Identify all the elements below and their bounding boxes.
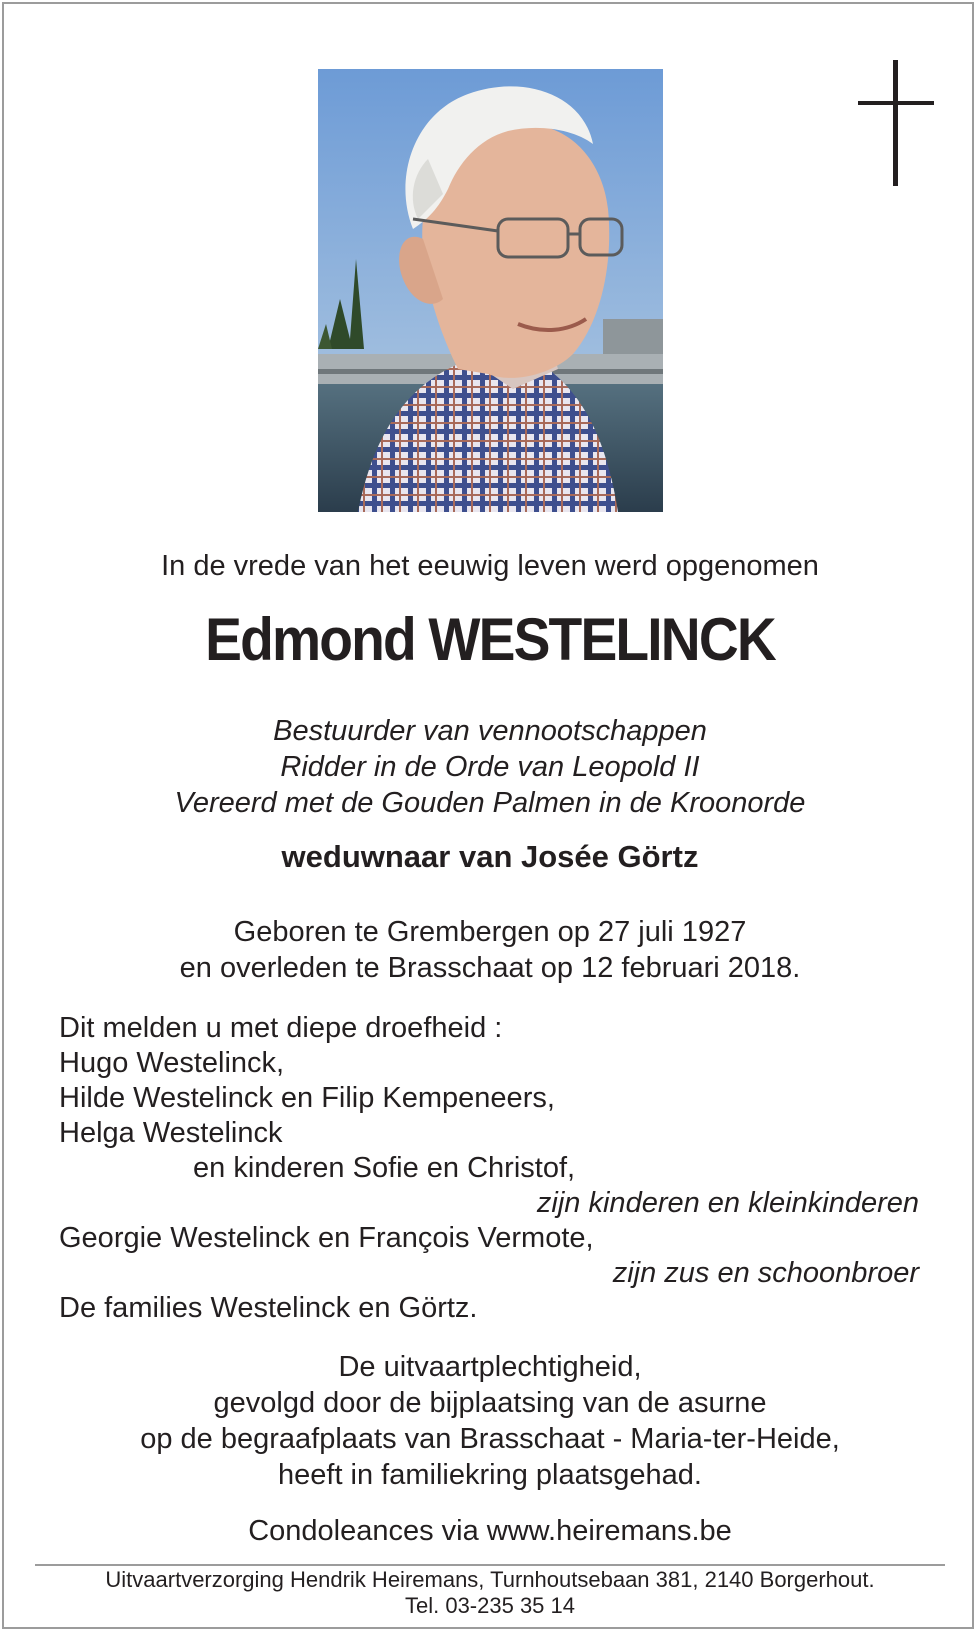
- family-announce: Dit melden u met diepe droefheid :: [59, 1012, 503, 1044]
- footer-block: [0, 1567, 980, 1619]
- ceremony-line: gevolgd door de bijplaatsing van de asurne: [213, 1387, 767, 1419]
- cross-horizontal-bar: [858, 101, 934, 105]
- family-line: en kinderen Sofie en Christof,: [193, 1152, 576, 1184]
- ceremony-line: heeft in familiekring plaatsgehad.: [278, 1459, 702, 1491]
- footer-divider: [35, 1564, 945, 1566]
- cross-vertical-bar: [893, 60, 898, 186]
- footer-phone: Tel. 03-235 35 14: [404, 1593, 576, 1618]
- family-line: Hugo Westelinck,: [59, 1047, 285, 1079]
- cross-icon: [858, 60, 934, 186]
- family-line: Hilde Westelinck en Filip Kempeneers,: [59, 1082, 555, 1114]
- family-line: Georgie Westelinck en François Vermote,: [59, 1222, 594, 1254]
- deceased-name: Edmond WESTELINCK: [205, 606, 775, 673]
- ceremony-line: op de begraafplaats van Brasschaat - Maria-ter-Heide,: [140, 1423, 840, 1455]
- condolences-text: Condoleances via www.heiremans.be: [248, 1515, 732, 1547]
- intro-text: In de vrede van het eeuwig leven werd opgenomen: [161, 550, 819, 582]
- birth-line: Geboren te Grembergen op 27 juli 1927: [233, 916, 747, 948]
- family-line: De families Westelinck en Görtz.: [59, 1292, 478, 1324]
- ceremony-line: De uitvaartplechtigheid,: [338, 1351, 642, 1383]
- portrait-photo: [318, 69, 663, 512]
- titles-block: [0, 713, 980, 821]
- title-line: Bestuurder van vennootschappen: [273, 715, 707, 747]
- title-line: Vereerd met de Gouden Palmen in de Kroonorde: [174, 787, 806, 819]
- death-line: en overleden te Brasschaat op 12 februari 2018.: [179, 952, 801, 984]
- family-relation: zijn zus en schoonbroer: [612, 1257, 919, 1289]
- ceremony-block: [0, 1349, 980, 1493]
- family-relation: zijn kinderen en kleinkinderen: [536, 1187, 919, 1219]
- title-line: Ridder in de Orde van Leopold II: [280, 751, 700, 783]
- widower-text: weduwnaar van Josée Görtz: [281, 839, 699, 874]
- footer-address: Uitvaartverzorging Hendrik Heiremans, Turnhoutsebaan 381, 2140 Borgerhout.: [105, 1567, 875, 1592]
- portrait-photo-icon: [318, 69, 663, 512]
- family-line: Helga Westelinck: [59, 1117, 283, 1149]
- dates-block: [0, 914, 980, 986]
- family-block: [59, 1011, 919, 1326]
